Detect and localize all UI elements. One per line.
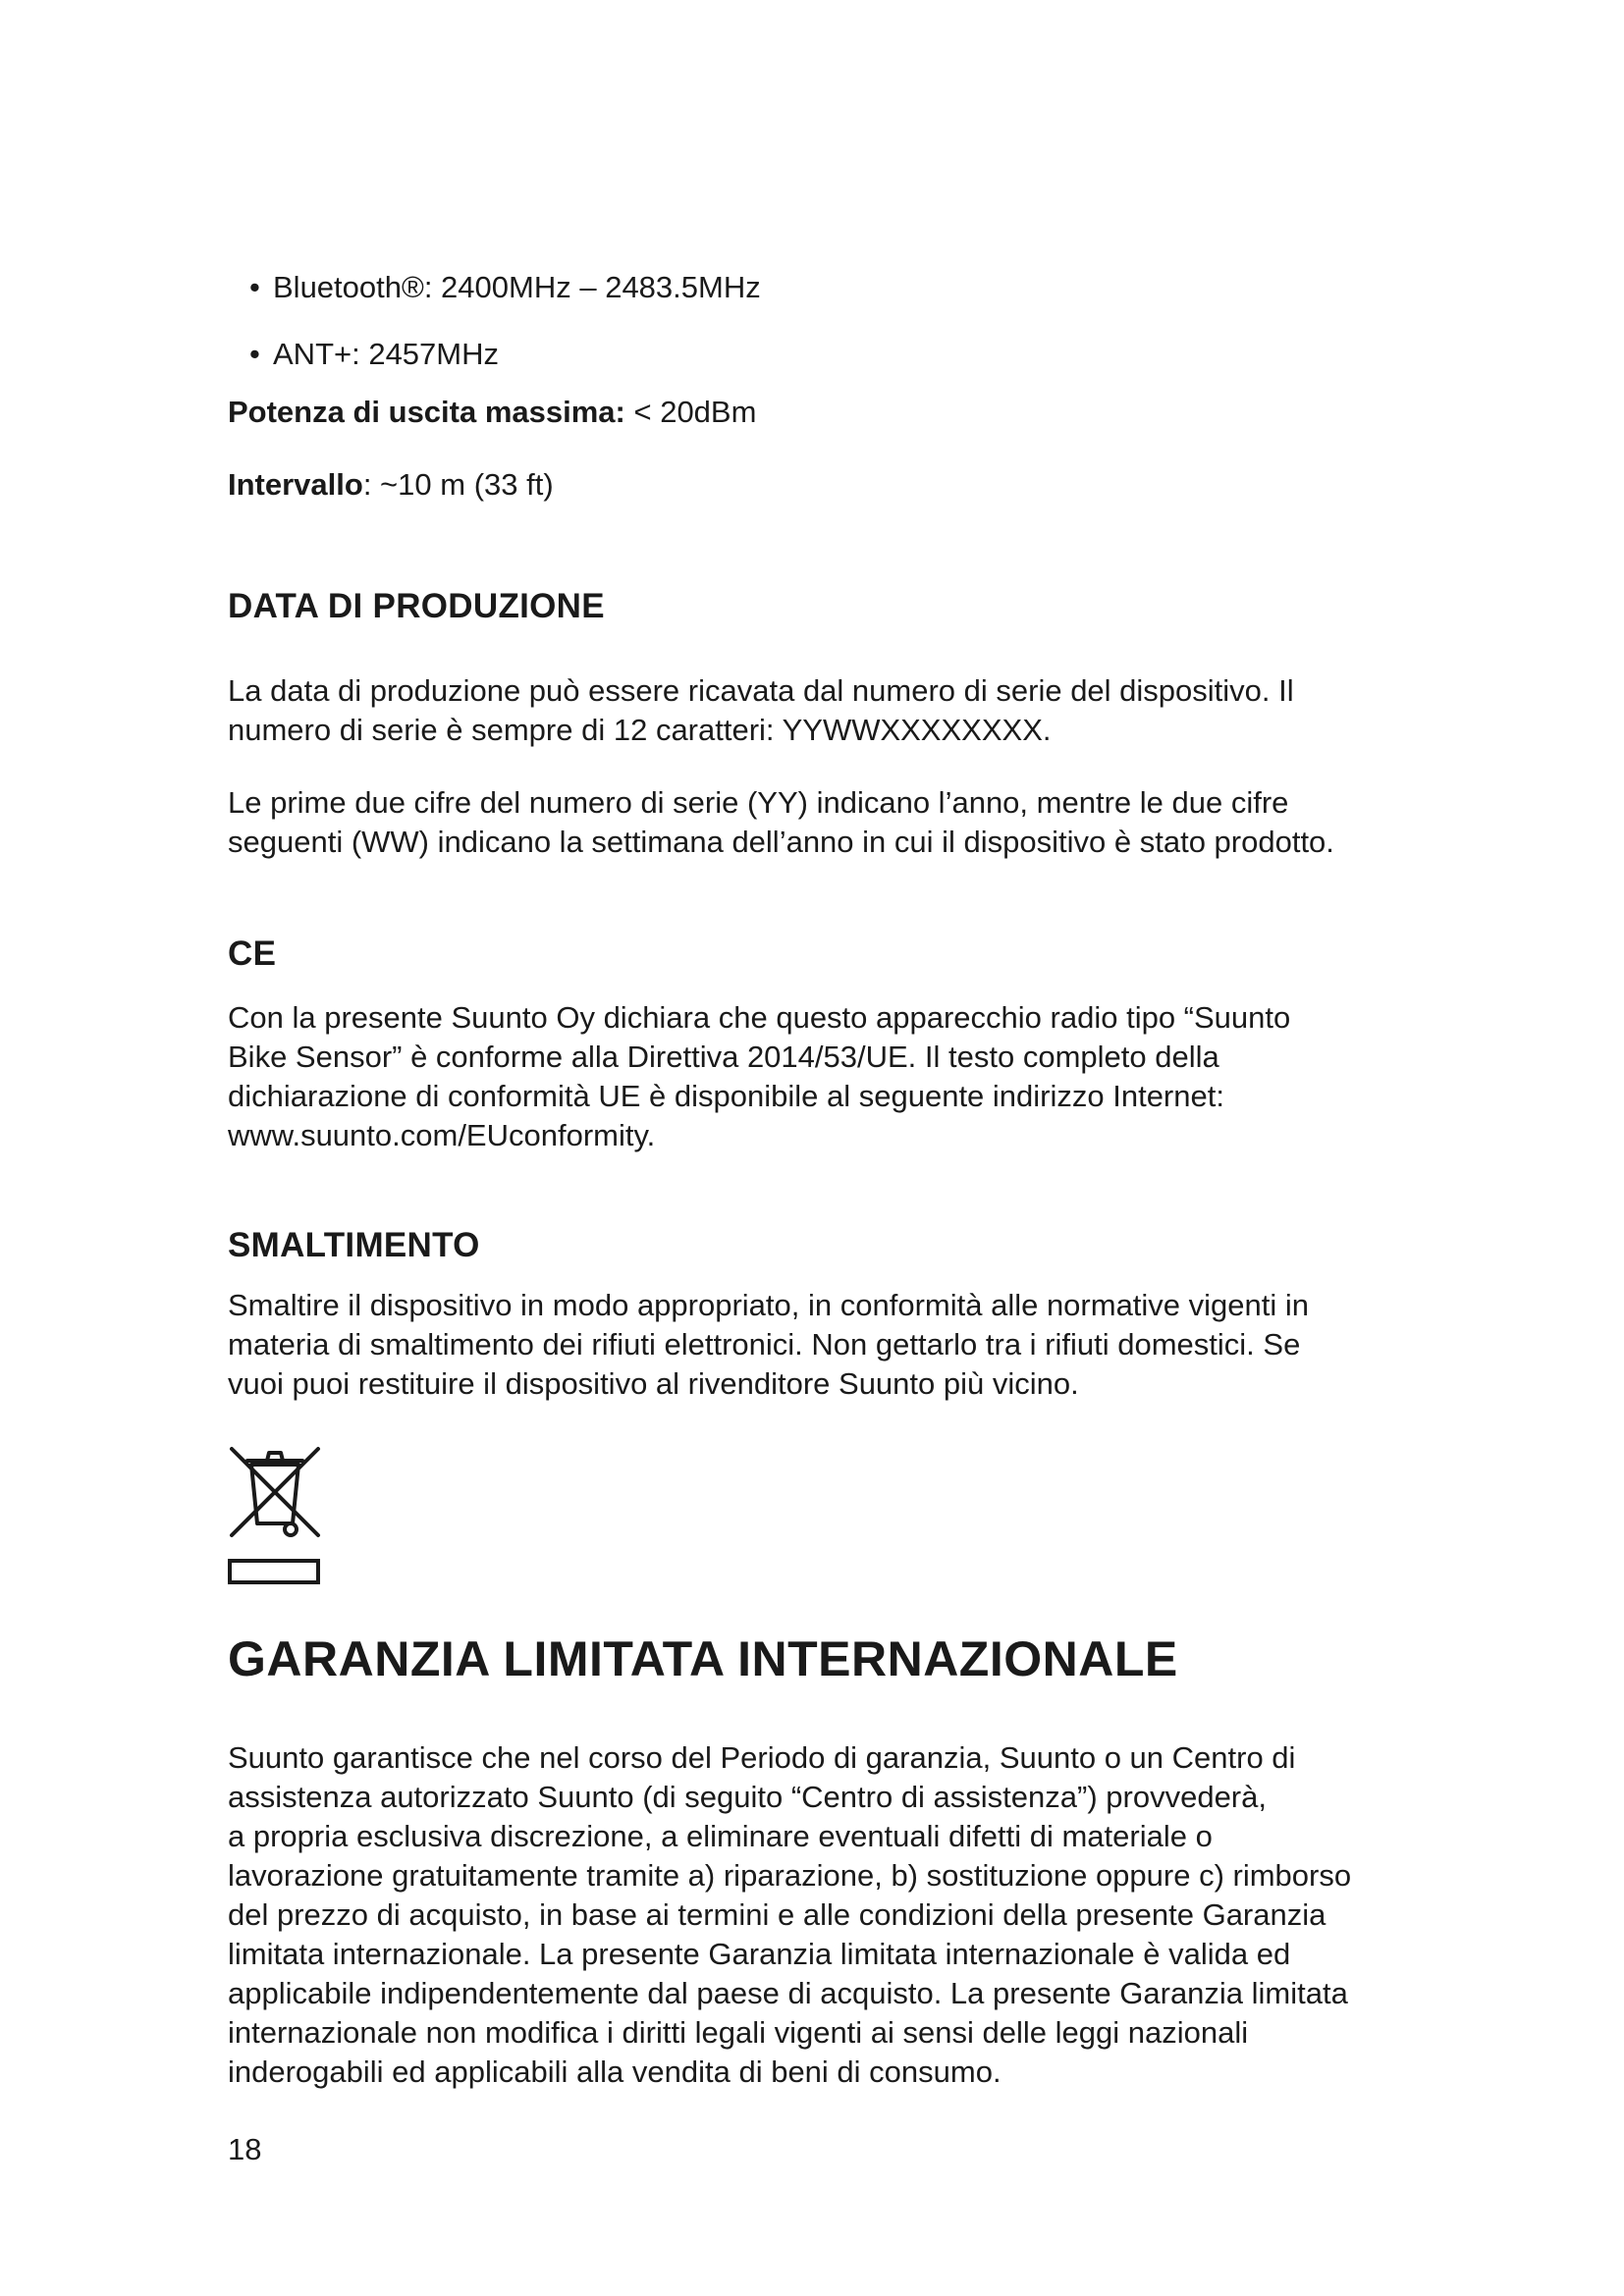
max-power-label: Potenza di uscita massima: xyxy=(228,395,625,429)
max-power-value: < 20dBm xyxy=(624,395,757,429)
production-date-heading: DATA DI PRODUZIONE xyxy=(228,587,605,625)
production-date-paragraph-1 xyxy=(228,671,1406,750)
bullet-dot: • xyxy=(249,337,260,371)
range-label: Intervallo xyxy=(228,467,363,502)
text-line: applicabile indipendentemente dal paese di acquisto. La presente Garanzia limitata xyxy=(228,1976,1348,2010)
warranty-heading: GARANZIA LIMITATA INTERNAZIONALE xyxy=(228,1631,1178,1686)
text-line: materia di smaltimento dei rifiuti elettronici. Non gettarlo tra i rifiuti domestici. Se xyxy=(228,1327,1301,1362)
max-power-spec xyxy=(228,393,1406,432)
page-number: 18 xyxy=(228,2132,262,2166)
text-line: Bike Sensor” è conforme alla Direttiva 2014/53/UE. Il testo completo della xyxy=(228,1040,1219,1074)
text-line: La data di produzione può essere ricavata dal numero di serie del dispositivo. Il xyxy=(228,673,1294,708)
spec-bullet-ant xyxy=(249,335,499,374)
text-line: vuoi puoi restituire il dispositivo al rivenditore Suunto più vicino. xyxy=(228,1366,1079,1401)
text-line: assistenza autorizzato Suunto (di seguito “Centro di assistenza”) provvederà, xyxy=(228,1780,1267,1814)
text-line: lavorazione gratuitamente tramite a) riparazione, b) sostituzione oppure c) rimborso xyxy=(228,1858,1352,1893)
text-line: Le prime due cifre del numero di serie (YY) indicano l’anno, mentre le due cifre xyxy=(228,785,1289,820)
range-spec xyxy=(228,465,1406,505)
text-line: Con la presente Suunto Oy dichiara che questo apparecchio radio tipo “Suunto xyxy=(228,1000,1291,1035)
text-line: internazionale non modifica i diritti legali vigenti ai sensi delle leggi nazionali xyxy=(228,2015,1249,2050)
text-line: www.suunto.com/EUconformity. xyxy=(228,1118,656,1152)
text-line: seguenti (WW) indicano la settimana dell’anno in cui il dispositivo è stato prodotto. xyxy=(228,825,1334,859)
bullet-dot: • xyxy=(249,270,260,304)
text-line: numero di serie è sempre di 12 caratteri: YYWWXXXXXXXX. xyxy=(228,713,1052,747)
ce-heading: CE xyxy=(228,934,277,973)
spec-bullet-bluetooth xyxy=(249,268,761,307)
text-line: dichiarazione di conformità UE è disponibile al seguente indirizzo Internet: xyxy=(228,1079,1224,1113)
production-date-paragraph-2 xyxy=(228,783,1406,862)
text-line: Suunto garantisce che nel corso del Periodo di garanzia, Suunto o un Centro di xyxy=(228,1740,1296,1775)
disposal-heading: SMALTIMENTO xyxy=(228,1226,480,1264)
range-value: : ~10 m (33 ft) xyxy=(362,467,554,502)
text-line: Smaltire il dispositivo in modo appropriato, in conformità alle normative vigenti in xyxy=(228,1288,1310,1322)
text-line: limitata internazionale. La presente Garanzia limitata internazionale è valida ed xyxy=(228,1937,1291,1971)
bullet-text: ANT+: 2457MHz xyxy=(273,337,500,371)
text-line: del prezzo di acquisto, in base ai termini e alle condizioni della presente Garanzia xyxy=(228,1897,1326,1932)
text-line: inderogabili ed applicabili alla vendita di beni di consumo. xyxy=(228,2055,1001,2089)
ce-paragraph xyxy=(228,998,1406,1155)
text-line: a propria esclusiva discrezione, a eliminare eventuali difetti di materiale o xyxy=(228,1819,1213,1853)
disposal-paragraph xyxy=(228,1286,1406,1404)
warranty-paragraph xyxy=(228,1738,1406,2092)
bullet-text: Bluetooth®: 2400MHz – 2483.5MHz xyxy=(273,270,761,304)
crossed-out-wheelie-bin-icon xyxy=(228,1439,322,1588)
